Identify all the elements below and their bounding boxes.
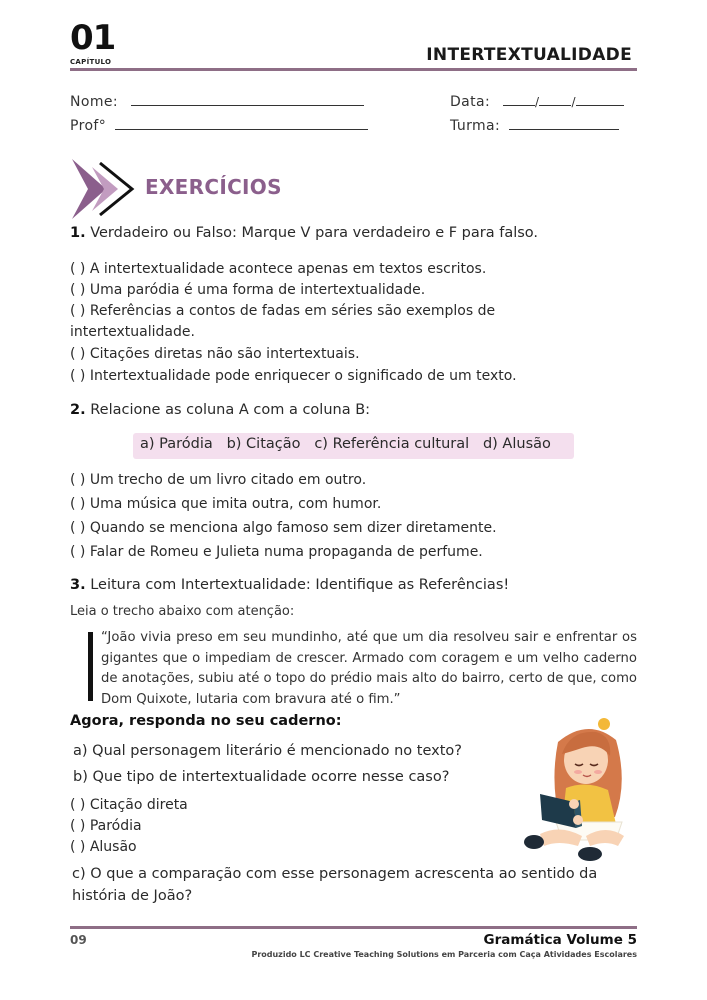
q2-item[interactable]: ( ) Falar de Romeu e Julieta numa propaganda de perfume. <box>70 544 483 560</box>
double-chevron-right-icon <box>70 157 138 221</box>
question-2 <box>70 402 370 418</box>
name-field <box>70 94 364 110</box>
q1-item[interactable]: ( ) Referências a contos de fadas em séries são exemplos de intertextualidade. <box>70 303 496 340</box>
teacher-blank[interactable] <box>115 129 368 130</box>
q1-item[interactable]: ( ) Uma paródia é uma forma de intertextualidade. <box>70 282 426 298</box>
q2-item[interactable]: ( ) Quando se menciona algo famoso sem dizer diretamente. <box>70 520 497 536</box>
teacher-label: Prof° <box>70 118 107 134</box>
date-month-blank[interactable] <box>539 105 571 106</box>
q3-choice[interactable]: ( ) Citação direta <box>70 797 188 813</box>
sub-question-b: b) Que tipo de intertextualidade ocorre nesse caso? <box>73 769 450 785</box>
question-number: 1. <box>70 225 86 241</box>
footer-credits: Produzido LC Creative Teaching Solutions em Parceria com Caça Atividades Escolares <box>251 950 637 959</box>
reading-instruction: Leia o trecho abaixo com atenção: <box>70 604 295 619</box>
class-field <box>450 118 619 134</box>
answer-prompt: Agora, responda no seu caderno: <box>70 713 342 729</box>
q1-item[interactable]: ( ) Intertextualidade pode enriquecer o significado de um texto. <box>70 368 517 384</box>
quote-text: “João vivia preso em seu mundinho, até que um dia resolveu sair e enfrentar os gigantes que o impediam de crescer. Armado com coragem e um velho caderno de anotações, subiu até o topo do prédio mais alto do bairro, certo de que, como Dom Quixote, lutaria com bravura até o fim.” <box>101 630 637 707</box>
chapter-label: CAPÍTULO <box>70 58 112 66</box>
q2-item[interactable]: ( ) Uma música que imita outra, com humor. <box>70 496 382 512</box>
question-text: Leitura com Intertextualidade: Identifique as Referências! <box>85 577 510 593</box>
teacher-field <box>70 118 368 134</box>
date-separator: / <box>571 95 576 109</box>
class-label: Turma: <box>450 118 501 134</box>
date-label: Data: <box>450 94 491 110</box>
q3-choice[interactable]: ( ) Alusão <box>70 839 137 855</box>
girl-reading-book-illustration <box>520 712 640 862</box>
name-label: Nome: <box>70 94 119 110</box>
question-1 <box>70 225 538 241</box>
q1-item[interactable]: ( ) Citações diretas não são intertextuais. <box>70 346 360 362</box>
q2-item[interactable]: ( ) Um trecho de um livro citado em outro. <box>70 472 367 488</box>
section-title: EXERCÍCIOS <box>145 175 282 199</box>
date-year-blank[interactable] <box>576 105 624 106</box>
question-text: Verdadeiro ou Falso: Marque V para verdadeiro e F para falso. <box>85 225 539 241</box>
word-bank: a) Paródia b) Citação c) Referência cultural d) Alusão <box>133 433 574 459</box>
sub-question-a: a) Qual personagem literário é mencionado no texto? <box>73 743 462 759</box>
footer-divider <box>70 926 637 929</box>
chapter-number: 01 <box>70 18 116 58</box>
question-number: 3. <box>70 577 86 593</box>
quote-bar <box>88 632 93 701</box>
q3-choice[interactable]: ( ) Paródia <box>70 818 142 834</box>
date-separator: / <box>535 95 540 109</box>
question-3 <box>70 577 509 593</box>
header-divider <box>70 68 637 71</box>
date-day-blank[interactable] <box>503 105 535 106</box>
q1-item[interactable]: ( ) A intertextualidade acontece apenas em textos escritos. <box>70 261 487 277</box>
question-text: Relacione as coluna A com a coluna B: <box>85 402 371 418</box>
volume-title: Gramática Volume 5 <box>483 932 637 948</box>
name-blank[interactable] <box>131 105 364 106</box>
question-number: 2. <box>70 402 86 418</box>
page-number: 09 <box>70 933 87 947</box>
class-blank[interactable] <box>509 129 619 130</box>
page-title: INTERTEXTUALIDADE <box>426 45 632 65</box>
sub-question-c: c) O que a comparação com esse personagem acrescenta ao sentido da história de João? <box>72 866 598 904</box>
date-field <box>450 94 624 110</box>
